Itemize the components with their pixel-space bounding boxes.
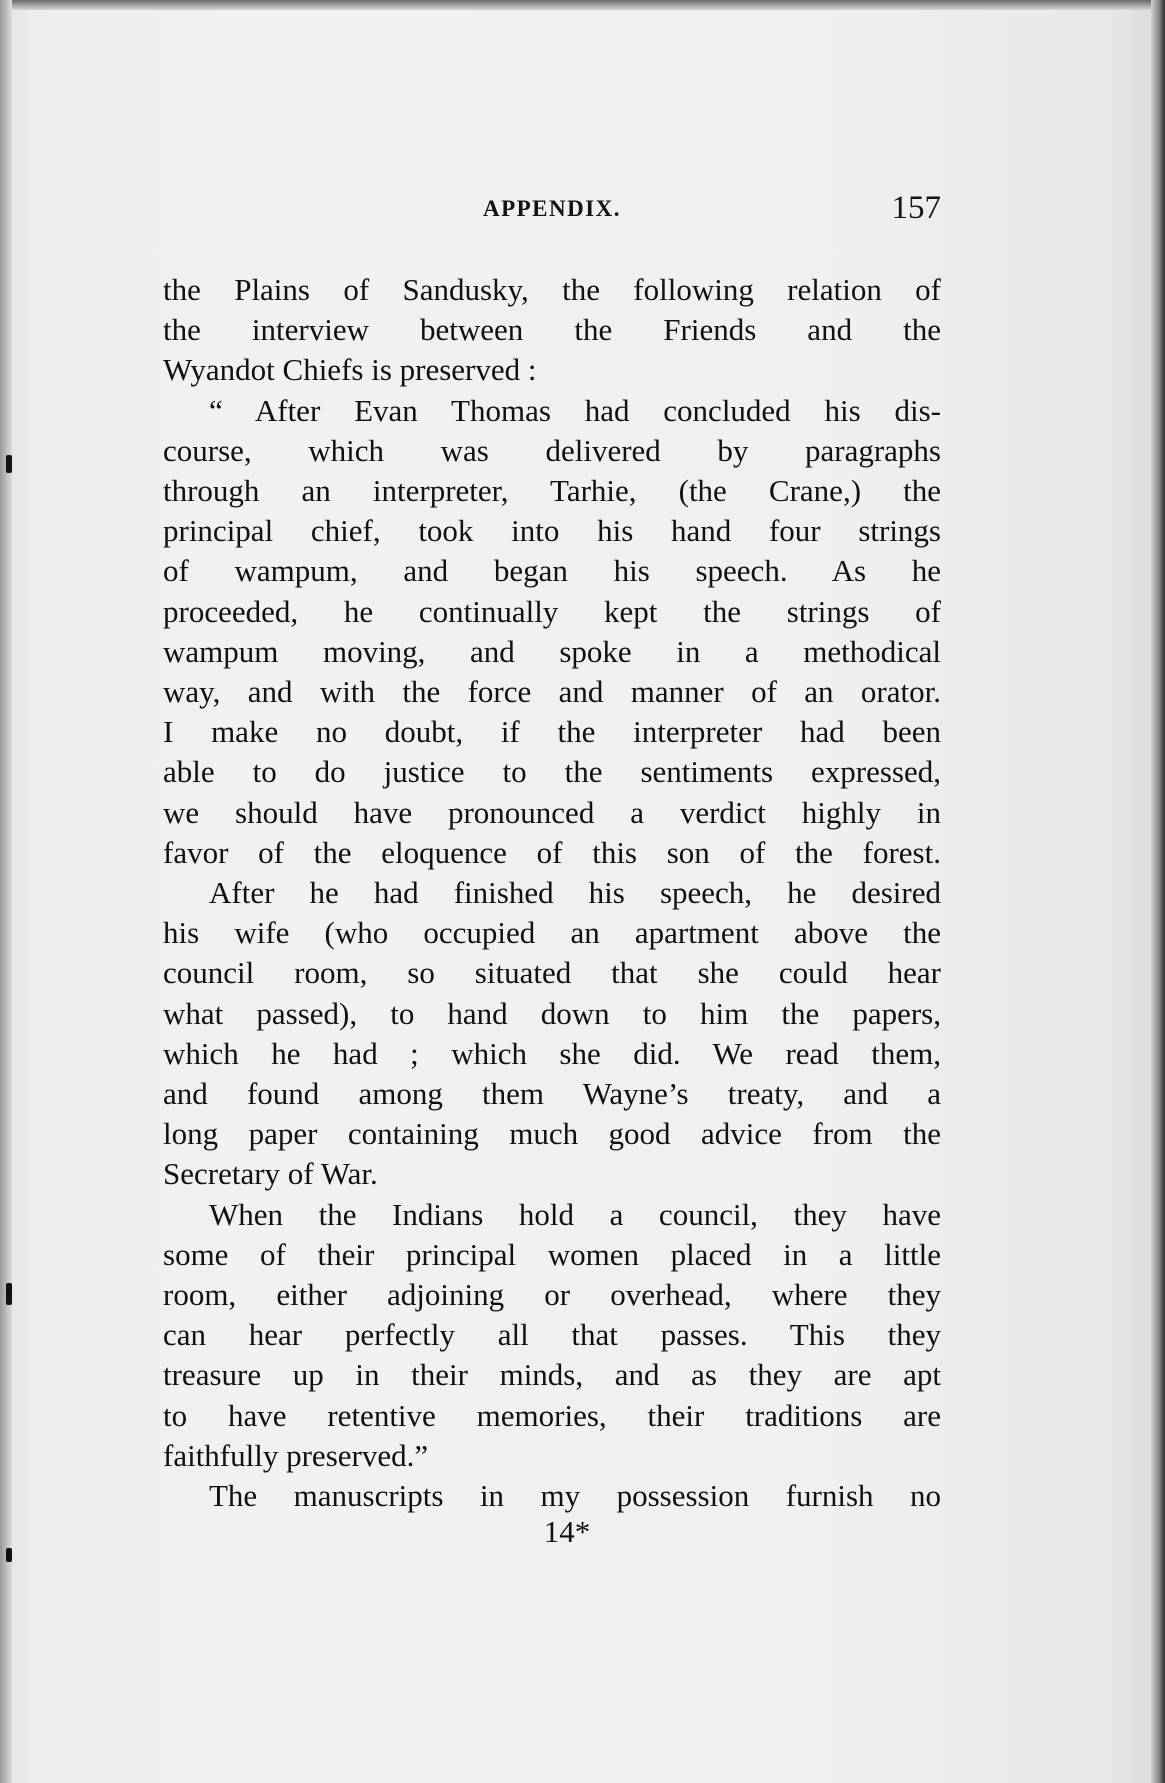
text-line: able to do justice to the sentiments expressed, [163,754,941,790]
binding-mark [6,1283,12,1305]
text-line: room, either adjoining or overhead, where they [163,1277,941,1313]
text-line: his wife (who occupied an apartment above the [163,915,941,951]
text-line: Wyandot Chiefs is preserved : [163,352,537,388]
text-line: I make no doubt, if the interpreter had been [163,714,941,750]
text-line: When the Indians hold a council, they have [209,1196,941,1232]
page-header [163,190,941,230]
text-line: After he had finished his speech, he desired [209,875,941,911]
text-line: through an interpreter, Tarhie, (the Crane,) the [163,473,941,509]
text-line: long paper containing much good advice from the [163,1116,941,1152]
running-title: APPENDIX. [482,196,622,221]
text-line: what passed), to hand down to him the papers, [163,995,941,1031]
text-line: “ After Evan Thomas had concluded his dis- [209,392,941,428]
text-line: and found among them Wayne’s treaty, and a [163,1076,941,1112]
body-text [163,270,941,1516]
binding-mark [6,1548,12,1562]
signature-mark: 14* [543,1514,591,1549]
page-top-edge [0,0,1165,10]
text-line: Secretary of War. [163,1156,378,1192]
page-right-edge [1151,0,1165,1783]
page-left-edge [0,0,12,1783]
text-line: favor of the eloquence of this son of the forest. [163,834,941,870]
text-line: course, which was delivered by paragraphs [163,432,941,468]
text-line: we should have pronounced a verdict highly in [163,794,941,830]
text-line: which he had ; which she did. We read them, [163,1035,941,1071]
page-number: 157 [891,190,941,226]
binding-mark [6,455,12,473]
text-line: can hear perfectly all that passes. This they [163,1317,941,1353]
text-line: The manuscripts in my possession furnish no [209,1478,941,1514]
text-line: the Plains of Sandusky, the following relation of [163,272,941,307]
text-line: to have retentive memories, their traditions are [163,1397,941,1433]
text-line: faithfully preserved.” [163,1437,429,1473]
text-line: way, and with the force and manner of an orator. [163,674,941,710]
text-line: treasure up in their minds, and as they are apt [163,1357,941,1393]
text-line: proceeded, he continually kept the strings of [163,593,941,629]
text-line: the interview between the Friends and the [163,312,941,348]
text-line: of wampum, and began his speech. As he [163,553,941,589]
text-line: council room, so situated that she could hear [163,955,941,991]
text-line: wampum moving, and spoke in a methodical [163,633,941,669]
text-line: some of their principal women placed in a little [163,1236,941,1272]
text-line: principal chief, took into his hand four strings [163,513,941,549]
